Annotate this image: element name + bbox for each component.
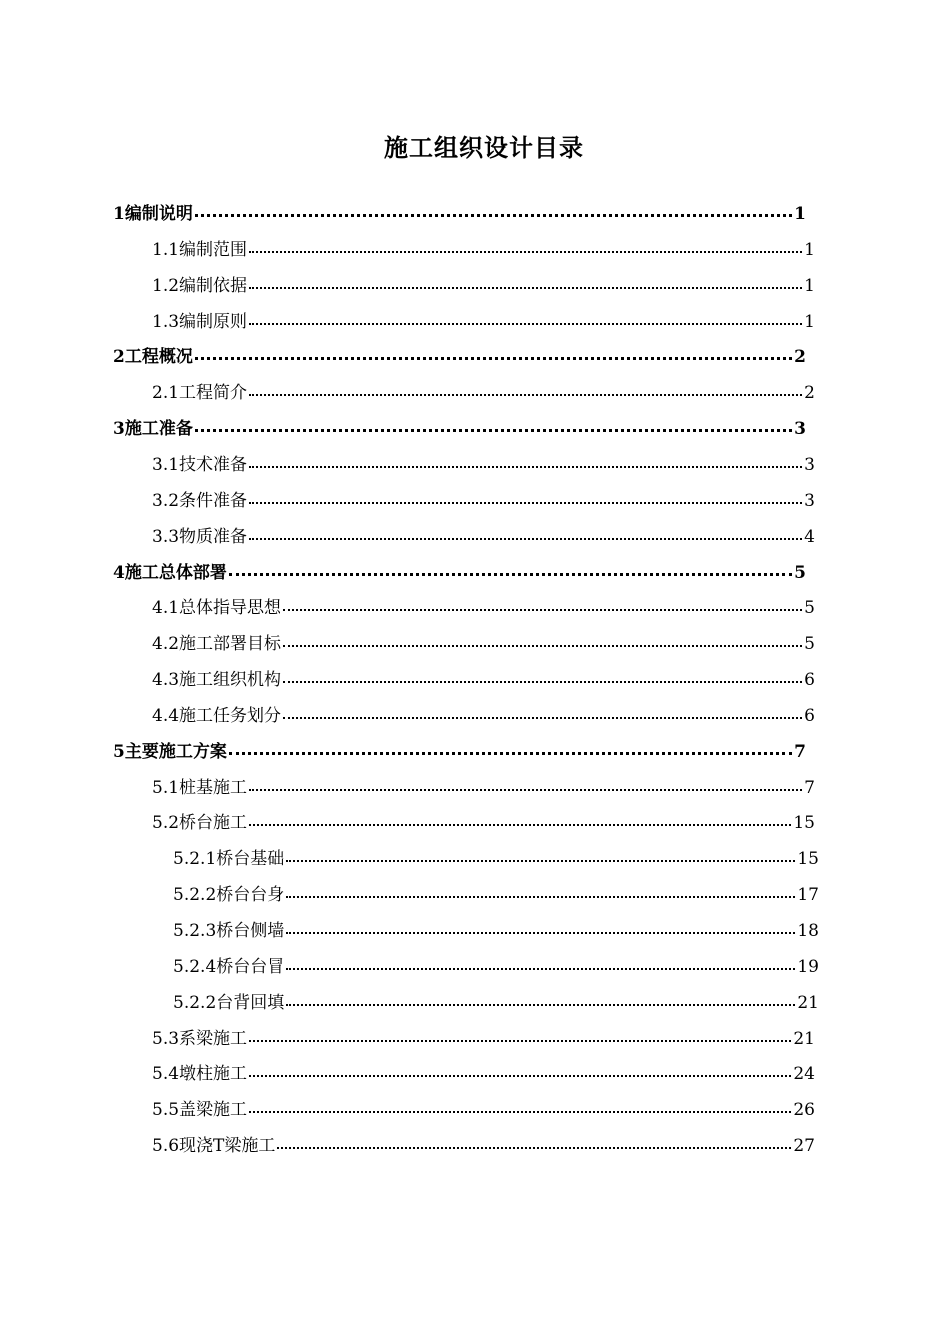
toc-page-number: 1	[804, 275, 815, 296]
toc-page-number: 26	[793, 1100, 815, 1121]
toc-page-number: 5	[794, 562, 806, 583]
toc-entry-title: 1.1编制范围	[152, 239, 248, 260]
toc-entry-title: 5.5盖梁施工	[152, 1100, 248, 1121]
toc-page-number: 6	[804, 670, 815, 691]
toc-dot-leader	[247, 485, 804, 517]
toc-section-entry[interactable]	[152, 1023, 815, 1055]
toc-chapter-entry[interactable]	[113, 198, 806, 230]
toc-dot-leader	[284, 915, 797, 947]
toc-page-number: 2	[794, 347, 806, 368]
toc-dot-leader	[247, 521, 804, 553]
toc-dot-leader	[193, 341, 794, 373]
toc-page-number: 1	[804, 239, 815, 260]
toc-page-number: 27	[793, 1136, 815, 1157]
toc-page-number: 3	[804, 454, 815, 475]
toc-entry-title: 5.2.1桥台基础	[173, 849, 285, 870]
toc-dot-leader	[247, 270, 804, 302]
toc-chapter-entry[interactable]	[113, 341, 806, 373]
toc-dot-leader	[284, 879, 797, 911]
toc-section-entry[interactable]	[152, 270, 815, 302]
toc-dot-leader	[193, 413, 794, 445]
toc-section-entry[interactable]	[152, 807, 815, 839]
toc-entry-title: 5.3系梁施工	[152, 1028, 248, 1049]
toc-page-number: 3	[804, 490, 815, 511]
toc-section-entry[interactable]	[152, 234, 815, 266]
toc-entry-title: 3.3物质准备	[152, 526, 248, 547]
toc-entry-title: 4.3施工组织机构	[152, 670, 282, 691]
toc-page-number: 1	[794, 204, 806, 224]
toc-entry-title: 4.1总体指导思想	[152, 598, 282, 619]
toc-page-number: 5	[804, 634, 815, 655]
toc-dot-leader	[193, 198, 794, 230]
toc-subsection-entry[interactable]	[173, 879, 819, 911]
toc-dot-leader	[281, 628, 804, 660]
toc-page-number: 18	[797, 921, 819, 941]
toc-dot-leader	[247, 1094, 793, 1126]
toc-dot-leader	[281, 700, 804, 732]
toc-entry-title: 2工程概况	[113, 347, 193, 368]
toc-entry-title: 5.4墩柱施工	[152, 1064, 248, 1085]
toc-page-number: 2	[804, 383, 815, 404]
toc-dot-leader	[275, 1130, 793, 1162]
toc-entry-title: 4施工总体部署	[113, 562, 227, 583]
toc-page-number: 15	[797, 849, 819, 870]
toc-dot-leader	[284, 987, 797, 1019]
toc-section-entry[interactable]	[152, 772, 815, 804]
toc-dot-leader	[247, 1023, 793, 1055]
toc-section-entry[interactable]	[152, 485, 815, 517]
toc-section-entry[interactable]	[152, 1094, 815, 1126]
toc-entry-title: 4.2施工部署目标	[152, 634, 282, 655]
toc-subsection-entry[interactable]	[173, 915, 819, 947]
toc-entry-title: 3施工准备	[113, 419, 193, 440]
toc-section-entry[interactable]	[152, 377, 815, 409]
toc-entry-title: 1.2编制依据	[152, 275, 248, 296]
toc-page-number: 1	[804, 311, 815, 332]
toc-dot-leader	[247, 377, 804, 409]
toc-dot-leader	[227, 736, 794, 768]
toc-page-number: 21	[797, 992, 819, 1013]
toc-dot-leader	[247, 306, 804, 338]
toc-dot-leader	[247, 449, 804, 481]
toc-section-entry[interactable]	[152, 664, 815, 696]
toc-section-entry[interactable]	[152, 1058, 815, 1090]
toc-entry-title: 2.1工程简介	[152, 383, 248, 404]
toc-section-entry[interactable]	[152, 1130, 815, 1162]
toc-subsection-entry[interactable]	[173, 951, 819, 983]
toc-entry-title: 5.2.2桥台台身	[173, 885, 285, 906]
toc-entry-title: 3.2条件准备	[152, 490, 248, 511]
toc-entry-title: 5.2.4桥台台冒	[173, 956, 285, 977]
toc-page-number: 7	[794, 741, 806, 762]
toc-page-number: 17	[797, 885, 819, 906]
toc-entry-title: 5主要施工方案	[113, 741, 227, 762]
toc-dot-leader	[247, 234, 804, 266]
toc-entry-title: 5.1桩基施工	[152, 777, 248, 798]
toc-dot-leader	[227, 557, 794, 589]
toc-page-number: 24	[793, 1064, 815, 1085]
toc-entry-title: 1.3编制原则	[152, 311, 248, 332]
toc-chapter-entry[interactable]	[113, 736, 806, 768]
toc-entry-title: 3.1技术准备	[152, 454, 248, 475]
toc-dot-leader	[281, 592, 804, 624]
toc-section-entry[interactable]	[152, 592, 815, 624]
toc-dot-leader	[284, 951, 797, 983]
toc-subsection-entry[interactable]	[173, 987, 819, 1019]
toc-page-number: 7	[804, 777, 815, 798]
toc-entry-title: 5.2.3桥台侧墙	[173, 921, 285, 941]
toc-entry-title: 5.2.2台背回填	[173, 992, 285, 1013]
toc-page-number: 19	[797, 956, 819, 977]
toc-section-entry[interactable]	[152, 700, 815, 732]
page-title: 施工组织设计目录	[384, 133, 584, 162]
toc-page-number: 6	[804, 705, 815, 726]
toc-page-number: 21	[793, 1028, 815, 1049]
toc-chapter-entry[interactable]	[113, 413, 806, 445]
toc-page-number: 3	[794, 419, 806, 440]
toc-dot-leader	[247, 772, 804, 804]
toc-page-number: 15	[793, 813, 815, 834]
toc-dot-leader	[281, 664, 804, 696]
toc-section-entry[interactable]	[152, 628, 815, 660]
toc-dot-leader	[247, 807, 793, 839]
toc-chapter-entry[interactable]	[113, 557, 806, 589]
toc-dot-leader	[284, 843, 797, 875]
toc-section-entry[interactable]	[152, 449, 815, 481]
toc-section-entry[interactable]	[152, 306, 815, 338]
toc-entry-title: 5.6现浇T梁施工	[152, 1136, 276, 1157]
toc-entry-title: 1编制说明	[113, 204, 193, 224]
toc-page-number: 5	[804, 598, 815, 619]
toc-subsection-entry[interactable]	[173, 843, 819, 875]
toc-page-number: 4	[804, 526, 815, 547]
toc-section-entry[interactable]	[152, 521, 815, 553]
toc-entry-title: 5.2桥台施工	[152, 813, 248, 834]
toc-dot-leader	[247, 1058, 793, 1090]
toc-entry-title: 4.4施工任务划分	[152, 705, 282, 726]
